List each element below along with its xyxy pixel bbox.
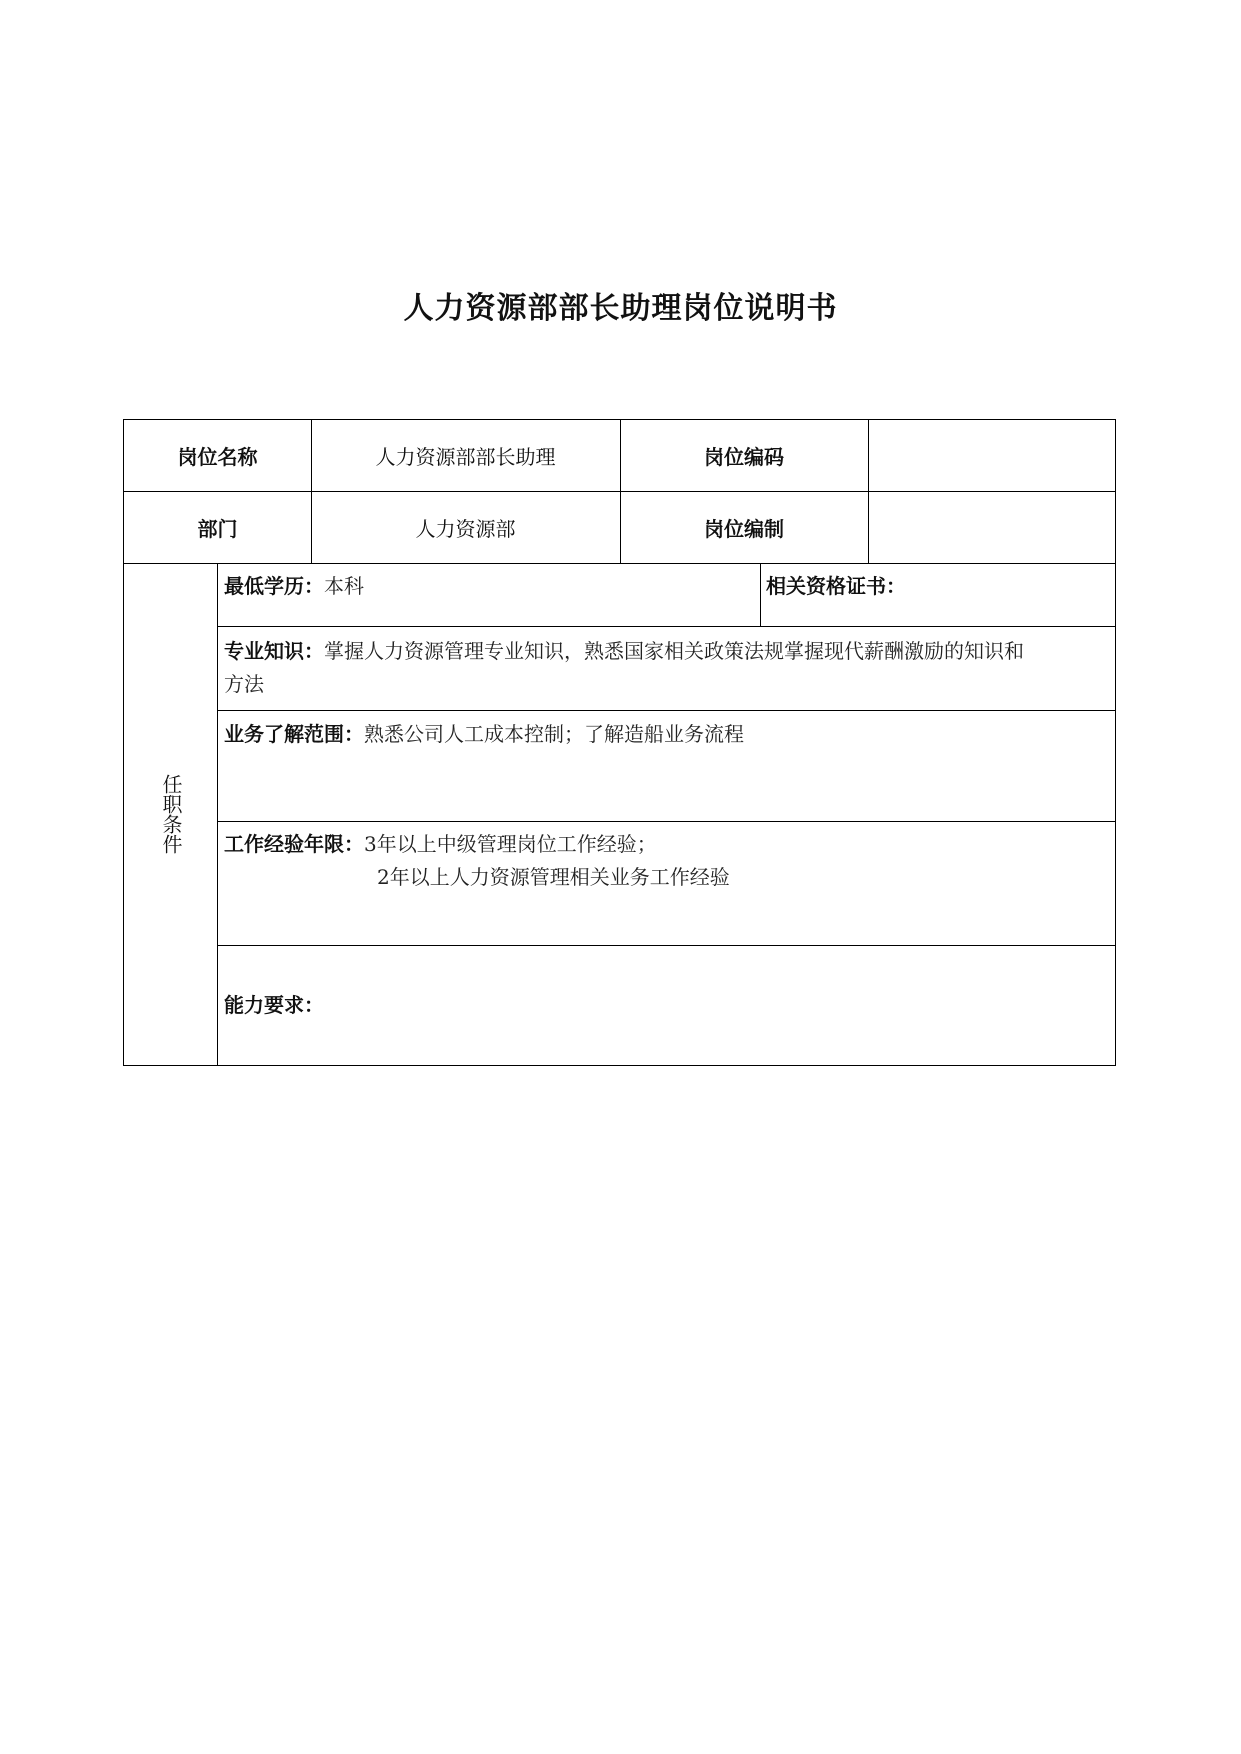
knowledge-value-line1: 掌握人力资源管理专业知识，熟悉国家相关政策法规掌握现代薪酬激励的知识和 xyxy=(324,639,1024,663)
experience-value-line1: 3年以上中级管理岗位工作经验； xyxy=(364,832,657,856)
column-divider xyxy=(868,420,869,563)
row-divider xyxy=(217,821,1116,822)
ability-row xyxy=(224,989,324,1022)
position-code-value xyxy=(868,420,1116,491)
column-divider xyxy=(760,563,761,626)
business-row xyxy=(224,718,744,751)
experience-row xyxy=(224,828,730,894)
experience-label: 工作经验年限： xyxy=(224,832,364,856)
position-code-label: 岗位编码 xyxy=(704,445,784,469)
headcount-label: 岗位编制 xyxy=(704,517,784,541)
knowledge-label: 专业知识： xyxy=(224,639,324,663)
certificate-label: 相关资格证书： xyxy=(766,574,906,598)
business-value: 熟悉公司人工成本控制；了解造船业务流程 xyxy=(364,722,744,746)
position-name-label: 岗位名称 xyxy=(177,445,258,469)
experience-value-line2: 2年以上人力资源管理相关业务工作经验 xyxy=(377,865,730,889)
department-value: 人力资源部 xyxy=(415,517,516,541)
row-divider xyxy=(124,563,1116,564)
requirements-section-label xyxy=(124,563,218,1065)
job-description-table xyxy=(123,419,1116,1066)
position-name-value: 人力资源部部长助理 xyxy=(375,445,556,469)
business-label: 业务了解范围： xyxy=(224,722,364,746)
ability-label: 能力要求： xyxy=(224,993,324,1017)
document-title: 人力资源部部长助理岗位说明书 xyxy=(403,291,838,326)
education-value: 本科 xyxy=(324,574,364,598)
column-divider xyxy=(620,420,621,563)
column-divider xyxy=(217,563,218,1066)
education-row xyxy=(224,570,364,603)
row-divider xyxy=(217,710,1116,711)
requirements-section-text: 任职条件 xyxy=(159,774,183,854)
row-divider xyxy=(217,626,1116,627)
education-label: 最低学历： xyxy=(224,574,324,598)
knowledge-row xyxy=(224,635,1110,701)
row-divider xyxy=(217,945,1116,946)
column-divider xyxy=(311,420,312,563)
certificate-row xyxy=(766,570,906,603)
department-label: 部门 xyxy=(197,517,238,541)
knowledge-value-line2: 方法 xyxy=(224,672,264,696)
headcount-value xyxy=(868,492,1116,563)
